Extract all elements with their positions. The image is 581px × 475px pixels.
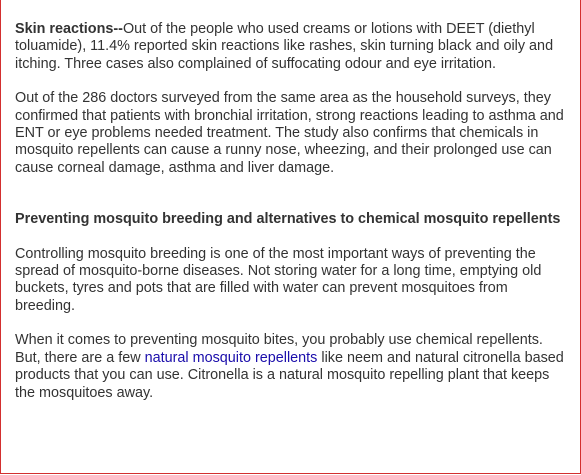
skin-reactions-text: Out of the people who used creams or lotions with DEET (diethyl toluamide), 11.4% reported skin reactions like rashes, skin turning black and oily and itching. Three cases also complained of suffocating odour and eye irritation. bbox=[15, 21, 554, 72]
bites-text-before-link: When it comes to preventing mosquito bites, you probably use chemical repellents. But, there are a few bbox=[15, 332, 543, 366]
bites-paragraph bbox=[15, 332, 571, 402]
doctors-survey-paragraph: Out of the 286 doctors surveyed from the same area as the household surveys, they confirmed that patients with bronchial irritation, strong reactions leading to asthma and ENT or eye problems needed treatment. The study also confirms that chemicals in mosquito repellents can cause a runny nose, wheezing, and their prolonged use can cause corneal damage, asthma and liver damage. bbox=[15, 90, 564, 176]
article-body bbox=[15, 21, 571, 402]
natural-repellents-link[interactable]: natural mosquito repellents bbox=[144, 349, 318, 366]
bites-text-after-link: like neem and natural citronella based products that you can use. Citronella is a natural mosquito repelling plant that keeps the mosquitoes away. bbox=[15, 349, 564, 401]
skin-reactions-paragraph bbox=[15, 21, 571, 73]
section-heading: Preventing mosquito breeding and alternatives to chemical mosquito repellents bbox=[15, 211, 561, 228]
breeding-paragraph: Controlling mosquito breeding is one of the most important ways of preventing the spread of mosquito-borne diseases. Not storing water for a long time, emptying old buckets, tyres and pots that are filled with water can prevent mosquitoes from breeding. bbox=[15, 245, 542, 314]
skin-reactions-lead: Skin reactions-- bbox=[15, 21, 123, 37]
